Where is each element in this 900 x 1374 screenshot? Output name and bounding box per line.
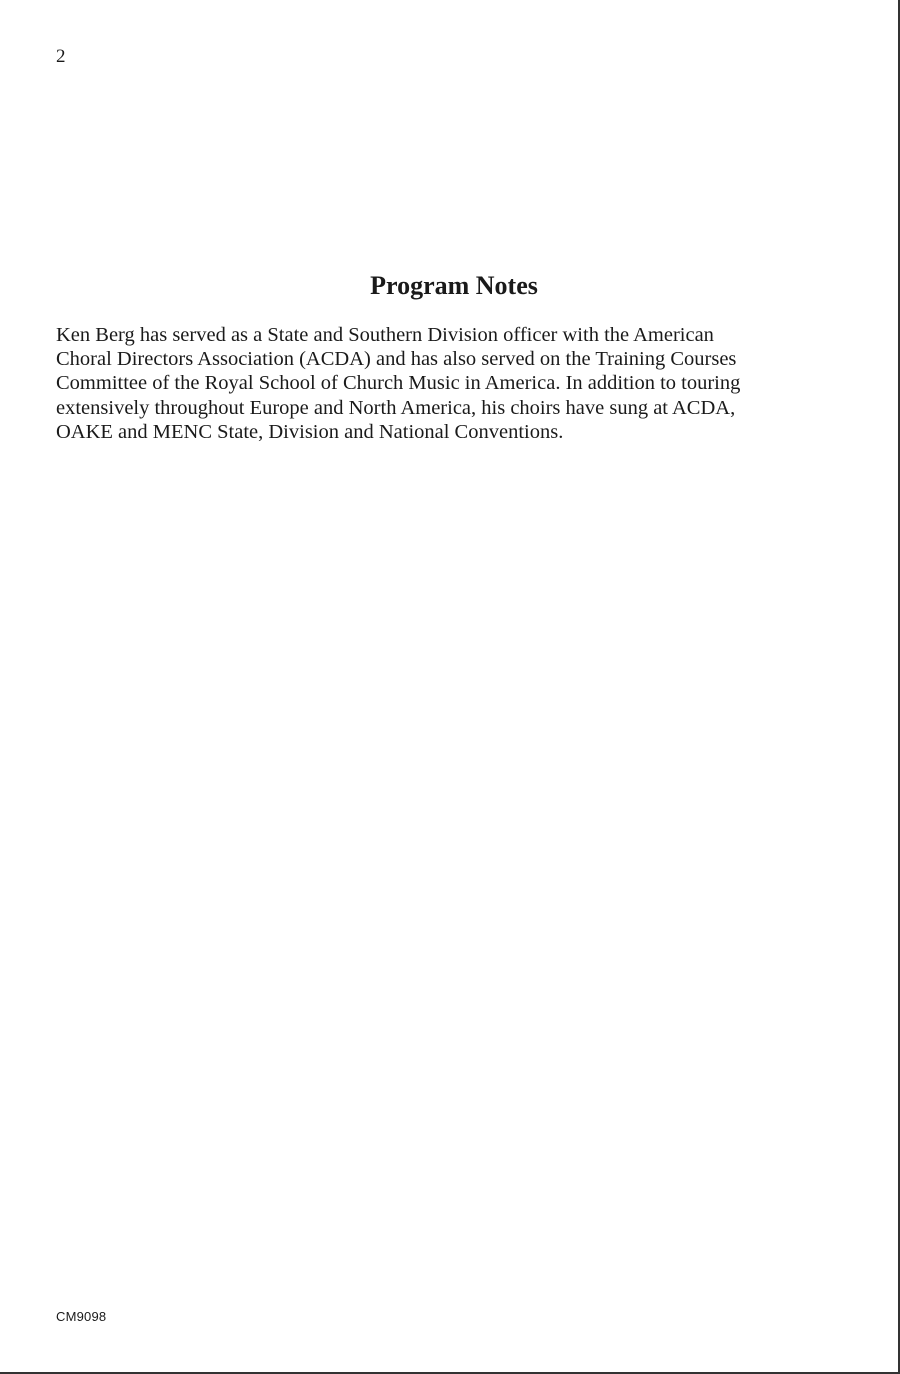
catalog-code: CM9098 <box>56 1309 107 1324</box>
page-number: 2 <box>56 46 66 67</box>
section-title: Program Notes <box>370 271 538 300</box>
paragraph-line: Choral Directors Association (ACDA) and has also served on the Training Courses <box>56 348 737 371</box>
paragraph-line: OAKE and MENC State, Division and National Conventions. <box>56 420 564 443</box>
paragraph-line: Ken Berg has served as a State and Southern Division officer with the American <box>56 324 714 346</box>
paragraph-line: extensively throughout Europe and North America, his choirs have sung at ACDA, <box>56 396 736 419</box>
program-notes-paragraph <box>56 323 856 444</box>
paragraph-line: Committee of the Royal School of Church Music in America. In addition to touring <box>56 372 741 395</box>
